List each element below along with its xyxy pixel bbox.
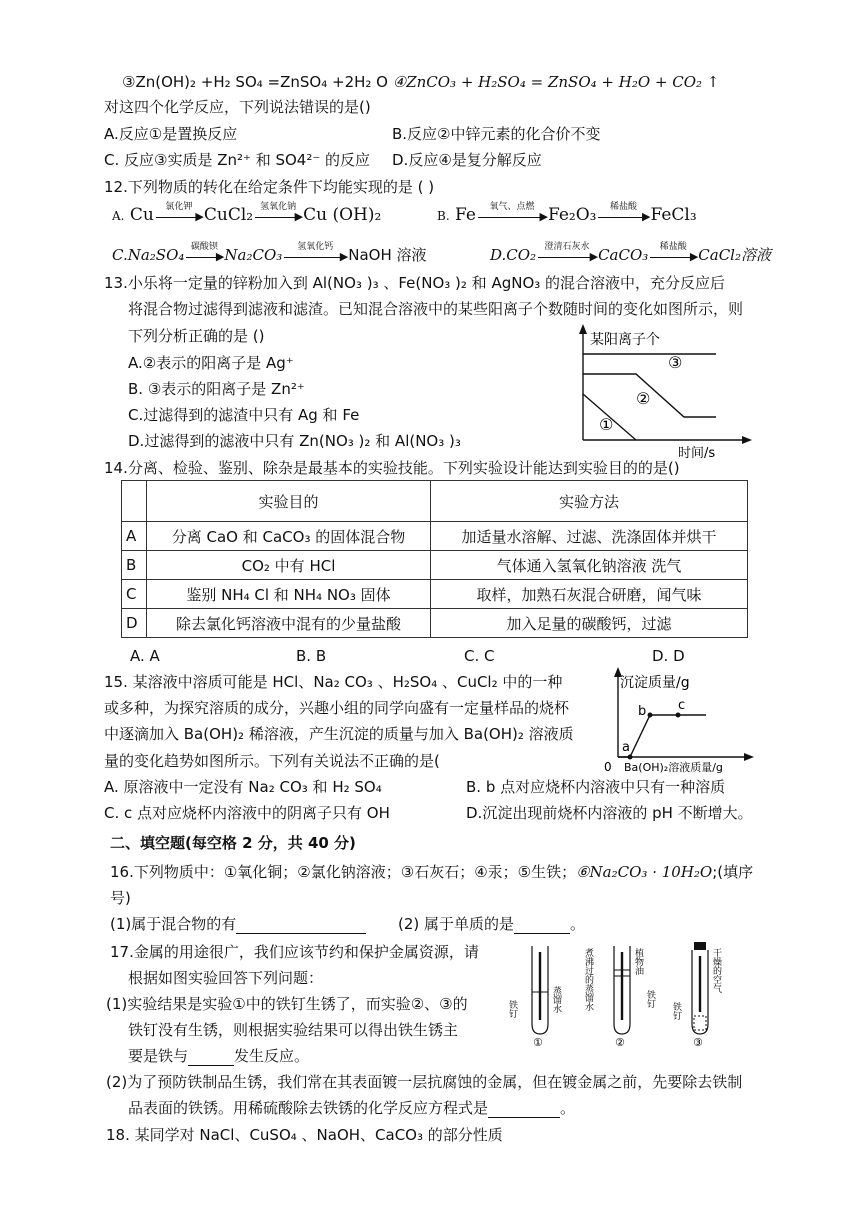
tube-2-nail-label: 铁钉: [645, 990, 655, 1008]
point-c: [676, 713, 681, 718]
rust-experiment-diagram: [500, 940, 740, 1048]
row-key: B: [122, 551, 147, 580]
tube-1-left-label: 铁钉: [507, 1000, 517, 1018]
q11-option-b: B.反应②中锌元素的化合价不变: [392, 125, 601, 143]
q15-line-1: 15. 某溶液中溶质可能是 HCl、Na₂ CO₃ 、H₂SO₄ 、CuCl₂ 中的一种: [104, 673, 563, 691]
q15-option-a: A. 原溶液中一定没有 Na₂ CO₃ 和 H₂ SO₄: [104, 778, 382, 796]
q15-option-d: D.沉淀出现前烧杯内溶液的 pH 不断增大。: [466, 804, 753, 822]
curve-3-label: ③: [668, 353, 683, 372]
tube-1-right-label: 蒸馏水: [551, 986, 561, 1013]
q12-option-a: A. Cu 氯化钾 ▶ CuCl₂ 氢氧化钠 ▶ Cu (OH)₂: [112, 201, 382, 225]
table-row: [122, 580, 748, 609]
precipitate-graph: [600, 665, 766, 777]
point-b: [648, 713, 653, 718]
precipitate-curve: [618, 715, 706, 757]
tube-1-number: ①: [533, 1036, 543, 1048]
q11-stem: 对这四个化学反应，下列说法错误的是(): [104, 98, 371, 116]
q15-line-4: 量的变化趋势如图所示。下列有关说法不正确的是(: [104, 752, 440, 770]
reaction-3: ③Zn(OH)₂ +H₂ SO₄ =ZnSO₄ +2H₂ O ④ZnCO₃ + H₂SO₄ = ZnSO₄ + H₂O + CO₂ ↑: [122, 73, 720, 91]
q16-blank-2[interactable]: [514, 918, 570, 934]
q14-stem: 14.分离、检验、鉴别、除杂是最基本的实验技能。下列实验设计能达到实验目的的是(): [104, 459, 680, 477]
y-axis-arrow-icon: [579, 324, 587, 334]
row-purpose: 除去氯化钙溶液中混有的少量盐酸: [147, 609, 431, 638]
q17-blank-2[interactable]: [488, 1102, 560, 1118]
q16-line-1: 16.下列物质中：①氧化铜；②氯化钠溶液；③石灰石；④汞；⑤生铁；⑥Na₂CO₃ · 10H₂O;(填序: [110, 863, 754, 881]
test-tube-1: [507, 946, 562, 1048]
q14-option-b: B. B: [296, 647, 327, 665]
x-axis-label: 时间/s: [678, 446, 716, 461]
reaction-4: ④ZnCO₃ + H₂SO₄ = ZnSO₄ + H₂O + CO₂ ↑: [392, 73, 720, 91]
q12-stem: 12.下列物质的转化在给定条件下均能实现的是 ( ): [104, 178, 435, 196]
experiment-table: [121, 480, 748, 638]
test-tube-2: [583, 946, 656, 1048]
q13-line-1: 13.小乐将一定量的锌粉加入到 Al(NO₃ )₃ 、Fe(NO₃ )₂ 和 AgNO₃ 的混合溶液中，充分反应后: [104, 274, 726, 292]
q17-line-2: 根据如图实验回答下列问题：: [128, 969, 324, 987]
point-a: [628, 755, 633, 760]
q13-option-c: C.过滤得到的滤渣中只有 Ag 和 Fe: [128, 406, 360, 424]
q15-line-3: 中逐滴加入 Ba(OH)₂ 稀溶液，产生沉淀的质量与加入 Ba(OH)₂ 溶液质: [104, 725, 574, 743]
q12-option-b: B. Fe 氧气、点燃 ▶ Fe₂O₃ 稀盐酸 ▶ FeCl₃: [437, 201, 697, 225]
row-method: 加入足量的碳酸钙，过滤: [431, 609, 748, 638]
table-header-key: [122, 481, 147, 522]
curve-2-label: ②: [636, 389, 651, 408]
q17-blank-1[interactable]: [188, 1050, 234, 1066]
q13-option-a: A.②表示的阳离子是 Ag⁺: [128, 354, 294, 372]
q14-option-d: D. D: [652, 647, 685, 665]
row-purpose: 分离 CaO 和 CaCO₃ 的固体混合物: [147, 522, 431, 551]
q12-option-d: D.CO₂ 澄清石灰水 ▶ CaCO₃ 稀盐酸 ▶ CaCl₂溶液: [490, 241, 771, 264]
q13-option-b: B. ③表示的阳离子是 Zn²⁺: [128, 380, 305, 398]
row-key: D: [122, 609, 147, 638]
x-axis-arrow-icon: [742, 436, 752, 444]
table-row: [122, 522, 748, 551]
q15-option-b: B. b 点对应烧杯内溶液中只有一种溶质: [466, 778, 726, 796]
point-a-label: a: [622, 740, 630, 755]
curve-1-label: ①: [599, 415, 614, 434]
tube-2-right-label: 植物油: [633, 948, 643, 975]
tube-2-left-label: 煮沸过的蒸馏水: [583, 948, 593, 1011]
q16-line-2: 号): [110, 889, 131, 907]
tube-3-left-label: 铁钉: [671, 1002, 681, 1020]
point-c-label: c: [678, 698, 686, 713]
q16-part-1: (1)属于混合物的有: [110, 914, 366, 934]
row-method: 加适量水溶解、过滤、洗涤固体并烘干: [431, 522, 748, 551]
q15-option-c: C. c 点对应烧杯内溶液中的阴离子只有 OH: [104, 804, 390, 822]
y-axis-label: 某阳离子个: [590, 332, 660, 348]
row-key: C: [122, 580, 147, 609]
point-b-label: b: [638, 704, 647, 719]
section-2-heading: 二、填空题(每空格 2 分，共 40 分): [110, 834, 356, 852]
x-axis-arrow-icon: [744, 753, 754, 761]
q17-part-2b: 品表面的铁锈。用稀硫酸除去铁锈的化学反应方程式是 。: [128, 1099, 576, 1117]
row-purpose: 鉴别 NH₄ Cl 和 NH₄ NO₃ 固体: [147, 580, 431, 609]
table-header-purpose: 实验目的: [147, 481, 431, 522]
q14-option-c: C. C: [464, 647, 495, 665]
table-header-method: 实验方法: [431, 481, 748, 522]
q16-blank-1[interactable]: [236, 918, 366, 934]
origin-label: 0: [604, 760, 612, 774]
q17-line-1: 17.金属的用途很广，我们应该节约和保护金属资源，请: [110, 943, 479, 961]
row-purpose: CO₂ 中有 HCl: [147, 551, 431, 580]
row-key: A: [122, 522, 147, 551]
tube-3-number: ③: [693, 1036, 703, 1048]
x-axis-label: Ba(OH)₂溶液质量/g: [624, 761, 723, 774]
q17-part-1c: 要是铁与 发生反应。: [128, 1047, 310, 1065]
table-row: [122, 609, 748, 638]
q13-option-d: D.过滤得到的滤液中只有 Zn(NO₃ )₂ 和 Al(NO₃ )₃: [128, 432, 461, 450]
q13-line-3: 下列分析正确的是 (): [128, 327, 265, 345]
q13-line-2: 将混合物过滤得到滤液和滤渣。已知混合溶液中的某些阳离子个数随时间的变化如图所示，则: [128, 300, 744, 318]
q11-option-d: D.反应④是复分解反应: [392, 151, 542, 169]
q17-part-1b: 铁钉没有生锈，则根据实验结果可以得出铁生锈主: [128, 1021, 459, 1039]
ion-count-graph: [566, 322, 766, 462]
q16-part-2: (2) 属于单质的是 。: [398, 915, 586, 933]
q17-part-2a: (2)为了预防铁制品生锈，我们常在其表面镀一层抗腐蚀的金属，但在镀金属之前，先要除去铁制: [106, 1073, 743, 1091]
tube-2-number: ②: [615, 1036, 625, 1048]
test-tube-3: [671, 942, 722, 1048]
y-axis-label: 沉淀质量/g: [620, 675, 690, 691]
q14-option-a: A. A: [130, 647, 160, 665]
q15-line-2: 或多种，为探究溶质的成分，兴趣小组的同学向盛有一定量样品的烧杯: [104, 699, 570, 717]
tube-3-right-label: 干燥的空气: [711, 948, 721, 993]
row-method: 取样，加熟石灰混合研磨，闻气味: [431, 580, 748, 609]
row-method: 气体通入氢氧化钠溶液 洗气: [431, 551, 748, 580]
table-row: [122, 551, 748, 580]
q17-part-1a: (1)实验结果是实验①中的铁钉生锈了，而实验②、③的: [106, 995, 468, 1013]
q11-option-a: A.反应①是置换反应: [104, 125, 238, 143]
q12-option-c: C.Na₂SO₄ 碳酸钡 ▶ Na₂CO₃ 氢氧化钙 ▶ NaOH 溶液: [112, 241, 427, 264]
q11-option-c: C. 反应③实质是 Zn²⁺ 和 SO4²⁻ 的反应: [104, 151, 371, 169]
q18-line-1: 18. 某同学对 NaCl、CuSO₄ 、NaOH、CaCO₃ 的部分性质: [106, 1126, 503, 1144]
